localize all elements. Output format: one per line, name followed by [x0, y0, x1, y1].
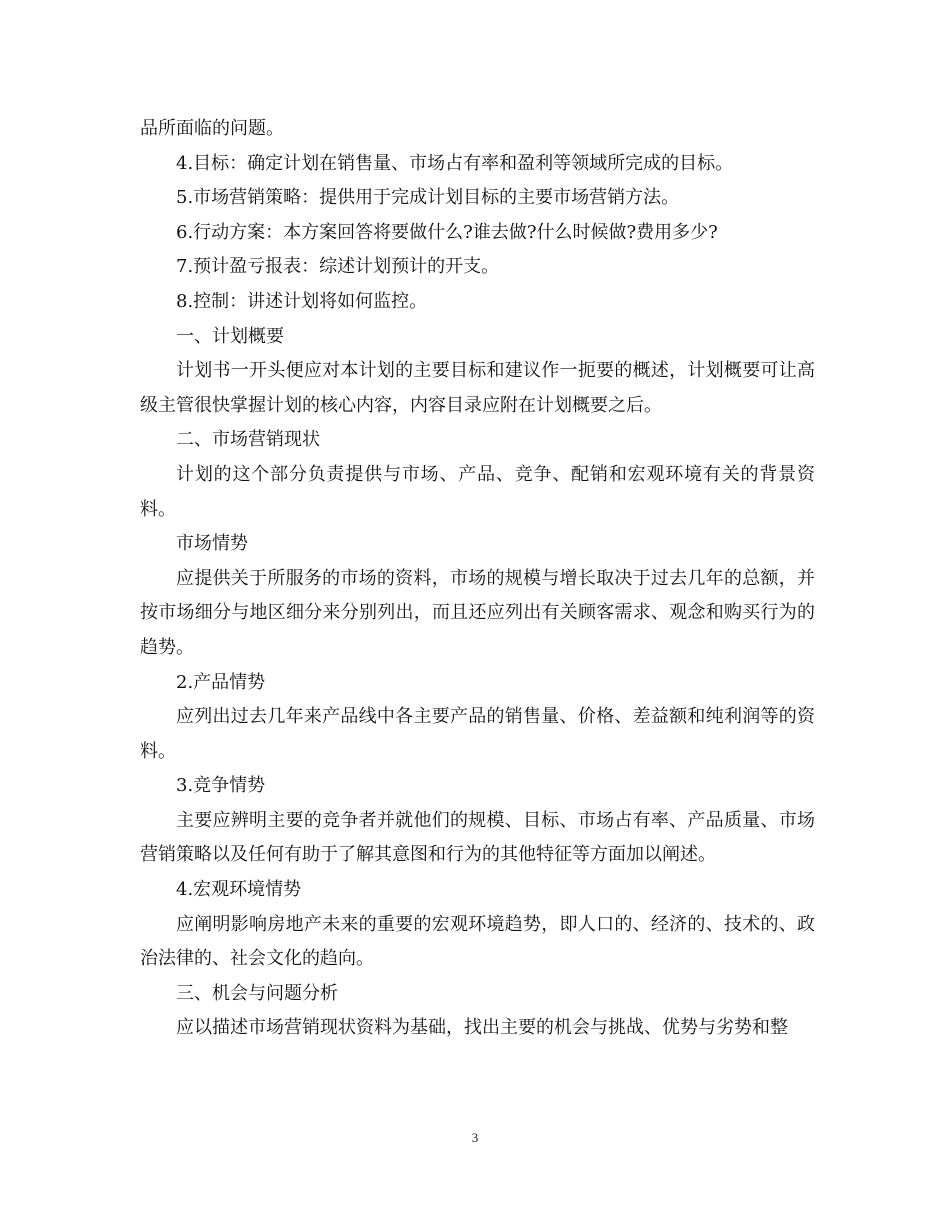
paragraph: 3.竞争情势: [176, 775, 266, 797]
paragraph: 主要应辨明主要的竞争者并就他们的规模、目标、市场占有率、产品质量、市场营销策略以及任何有助于了解其意图和行为的其他特征等方面加以阐述。: [140, 809, 815, 866]
paragraph: 应以描述市场营销现状资料为基础，找出主要的机会与挑战、优势与劣势和整: [176, 1017, 788, 1039]
paragraph: 应阐明影响房地产未来的重要的宏观环境趋势，即人口的、经济的、技术的、政治法律的、社会文化的趋向。: [140, 913, 815, 970]
paragraph: 2.产品情势: [176, 671, 266, 693]
paragraph: 6.行动方案：本方案回答将要做什么?谁去做?什么时候做?费用多少?: [176, 221, 718, 243]
paragraph: 5.市场营销策略：提供用于完成计划目标的主要市场营销方法。: [176, 187, 680, 209]
paragraph: 4.宏观环境情势: [176, 879, 302, 901]
paragraph: 品所面临的问题。: [140, 118, 284, 139]
paragraph: 二、市场营销现状: [176, 429, 320, 451]
paragraph: 计划书一开头便应对本计划的主要目标和建议作一扼要的概述，计划概要可让高级主管很快掌握计划的核心内容，内容目录应附在计划概要之后。: [140, 360, 815, 416]
paragraph: 一、计划概要: [176, 325, 284, 347]
paragraph: 应列出过去几年来产品线中各主要产品的销售量、价格、差益额和纯利润等的资料。: [140, 706, 815, 762]
document-body: [140, 112, 815, 1046]
paragraph: 三、机会与问题分析: [176, 982, 338, 1004]
paragraph: 8.控制：讲述计划将如何监控。: [176, 290, 428, 312]
paragraph: 市场情势: [176, 533, 248, 555]
paragraph: 7.预计盈亏报表：综述计划预计的开支。: [176, 256, 500, 278]
paragraph: 计划的这个部分负责提供与市场、产品、竞争、配销和宏观环境有关的背景资料。: [140, 463, 815, 520]
paragraph: 4.目标：确定计划在销售量、市场占有率和盈利等领域所完成的目标。: [176, 152, 734, 174]
paragraph: 应提供关于所服务的市场的资料，市场的规模与增长取决于过去几年的总额，并按市场细分与地区细分来分别列出，而且还应列出有关顾客需求、观念和购买行为的趋势。: [140, 567, 815, 658]
page-number: 3: [471, 1130, 479, 1145]
